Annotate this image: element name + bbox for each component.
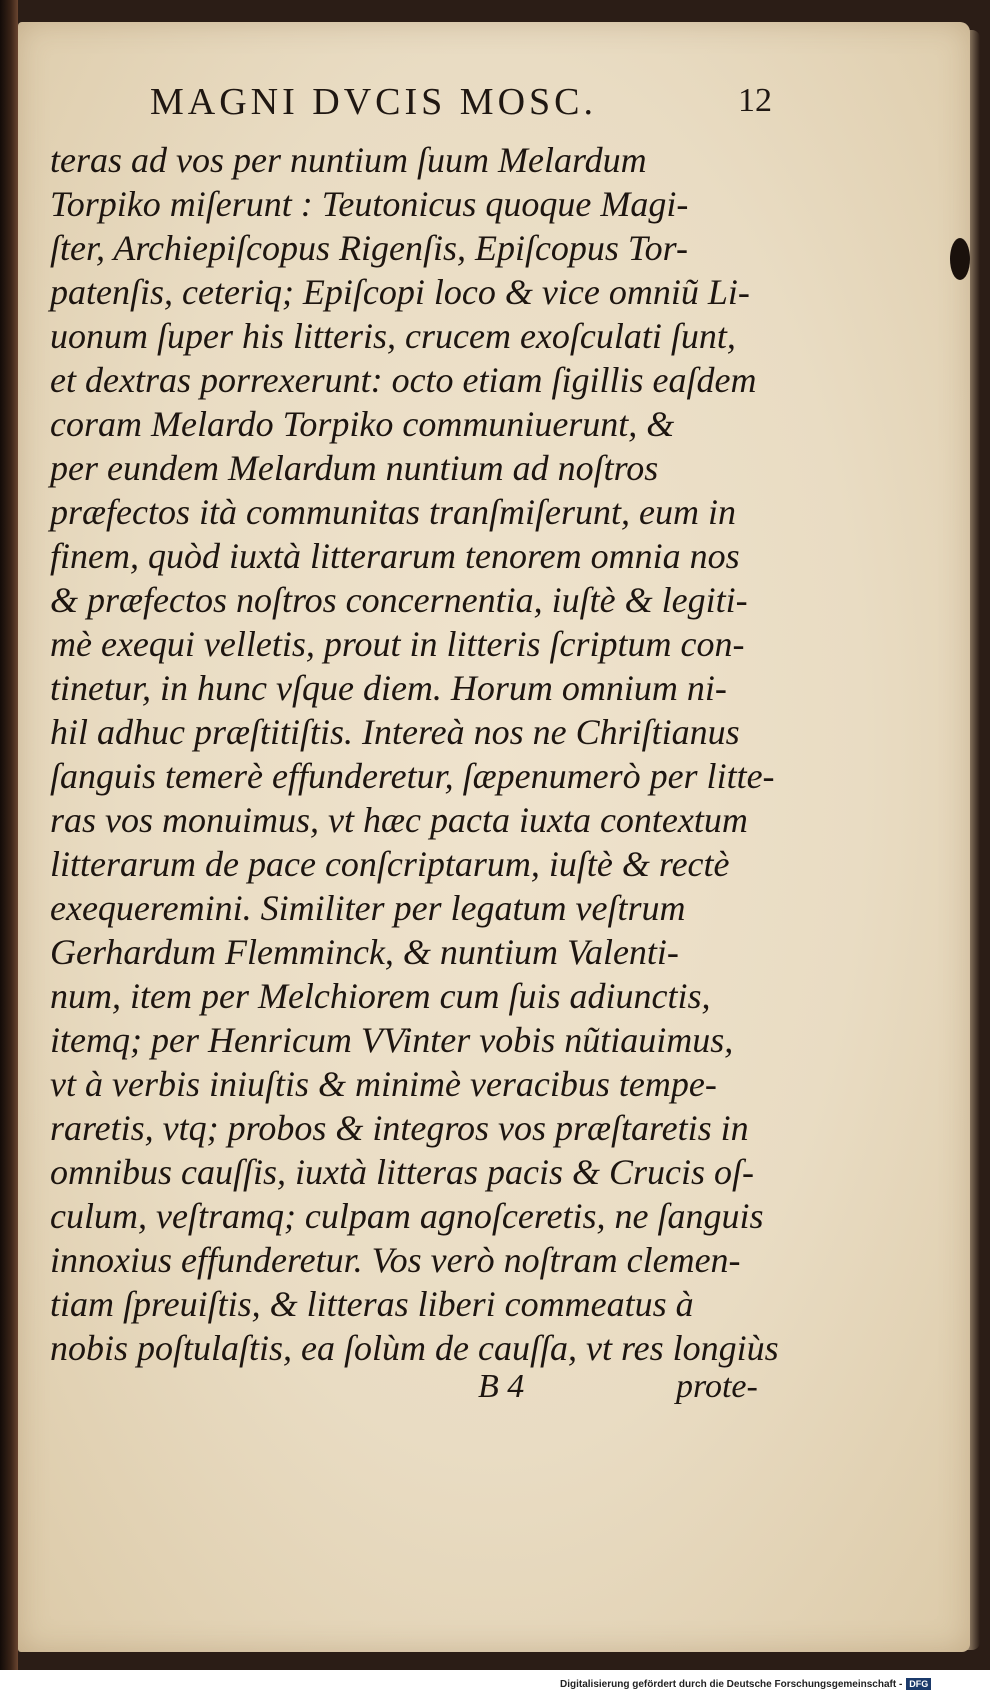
text-line: Gerhardum Flemminck, & nuntium Valenti- bbox=[50, 932, 679, 972]
text-line: litterarum de pace conſcriptarum, iuſtè & rectè bbox=[50, 844, 730, 884]
book-spine bbox=[0, 0, 18, 1670]
signature-mark: B 4 bbox=[478, 1368, 525, 1405]
text-line: præfectos ità communitas tranſmiſerunt, eum in bbox=[50, 492, 736, 532]
text-line: finem, quòd iuxtà litterarum tenorem omnia nos bbox=[50, 536, 740, 576]
text-line: culum, veſtramq; culpam agnoſceretis, ne ſanguis bbox=[50, 1196, 764, 1236]
text-line: mè exequi velletis, prout in litteris ſcriptum con- bbox=[50, 624, 745, 664]
text-line: teras ad vos per nuntium ſuum Melardum bbox=[50, 140, 647, 180]
text-line: exequeremini. Similiter per legatum veſtrum bbox=[50, 888, 686, 928]
page-header bbox=[150, 80, 790, 132]
text-line: ras vos monuimus, vt hæc pacta iuxta contextum bbox=[50, 800, 748, 840]
page-number: 12 bbox=[738, 82, 772, 119]
dfg-logo: DFG bbox=[906, 1678, 931, 1690]
text-line: nobis poſtulaſtis, ea ſolùm de cauſſa, vt res longiùs bbox=[50, 1328, 779, 1368]
text-line: vt à verbis iniuſtis & minimè veracibus tempe- bbox=[50, 1064, 717, 1104]
text-line: Torpiko miſerunt : Teutonicus quoque Magi- bbox=[50, 184, 689, 224]
digitization-credit bbox=[560, 1676, 931, 1692]
text-line: ſter, Archiepiſcopus Rigenſis, Epiſcopus Tor- bbox=[50, 228, 688, 268]
text-line: itemq; per Henricum VVinter vobis nũtiauimus, bbox=[50, 1020, 734, 1060]
binding-shadow bbox=[950, 238, 970, 280]
catchword: prote- bbox=[676, 1368, 758, 1405]
text-line: raretis, vtq; probos & integros vos præſtaretis in bbox=[50, 1108, 749, 1148]
page-footer-line bbox=[50, 1368, 778, 1418]
text-line: per eundem Melardum nuntium ad noſtros bbox=[50, 448, 659, 488]
text-line: innoxius effunderetur. Vos verò noſtram clemen- bbox=[50, 1240, 741, 1280]
running-head: MAGNI DVCIS MOSC. bbox=[150, 81, 597, 123]
text-line: omnibus cauſſis, iuxtà litteras pacis & Crucis oſ- bbox=[50, 1152, 754, 1192]
text-line: patenſis, ceteriq; Epiſcopi loco & vice omniũ Li- bbox=[50, 272, 750, 312]
text-line: coram Melardo Torpiko communiuerunt, & bbox=[50, 404, 675, 444]
text-line: num, item per Melchiorem cum ſuis adiunctis, bbox=[50, 976, 711, 1016]
text-line: & præfectos noſtros concernentia, iuſtè & legiti- bbox=[50, 580, 748, 620]
text-line: tinetur, in hunc vſque diem. Horum omnium ni- bbox=[50, 668, 727, 708]
credit-text: Digitalisierung gefördert durch die Deutsche Forschungsgemeinschaft - bbox=[560, 1678, 903, 1690]
text-line: uonum ſuper his litteris, crucem exoſculati ſunt, bbox=[50, 316, 736, 356]
text-line: hil adhuc præſtitiſtis. Intereà nos ne Chriſtianus bbox=[50, 712, 740, 752]
text-line: ſanguis temerè effunderetur, ſæpenumerò per litte- bbox=[50, 756, 775, 796]
body-text bbox=[50, 138, 778, 1370]
text-line: tiam ſpreuiſtis, & litteras liberi commeatus à bbox=[50, 1284, 694, 1324]
text-line: et dextras porrexerunt: octo etiam ſigillis eaſdem bbox=[50, 360, 757, 400]
